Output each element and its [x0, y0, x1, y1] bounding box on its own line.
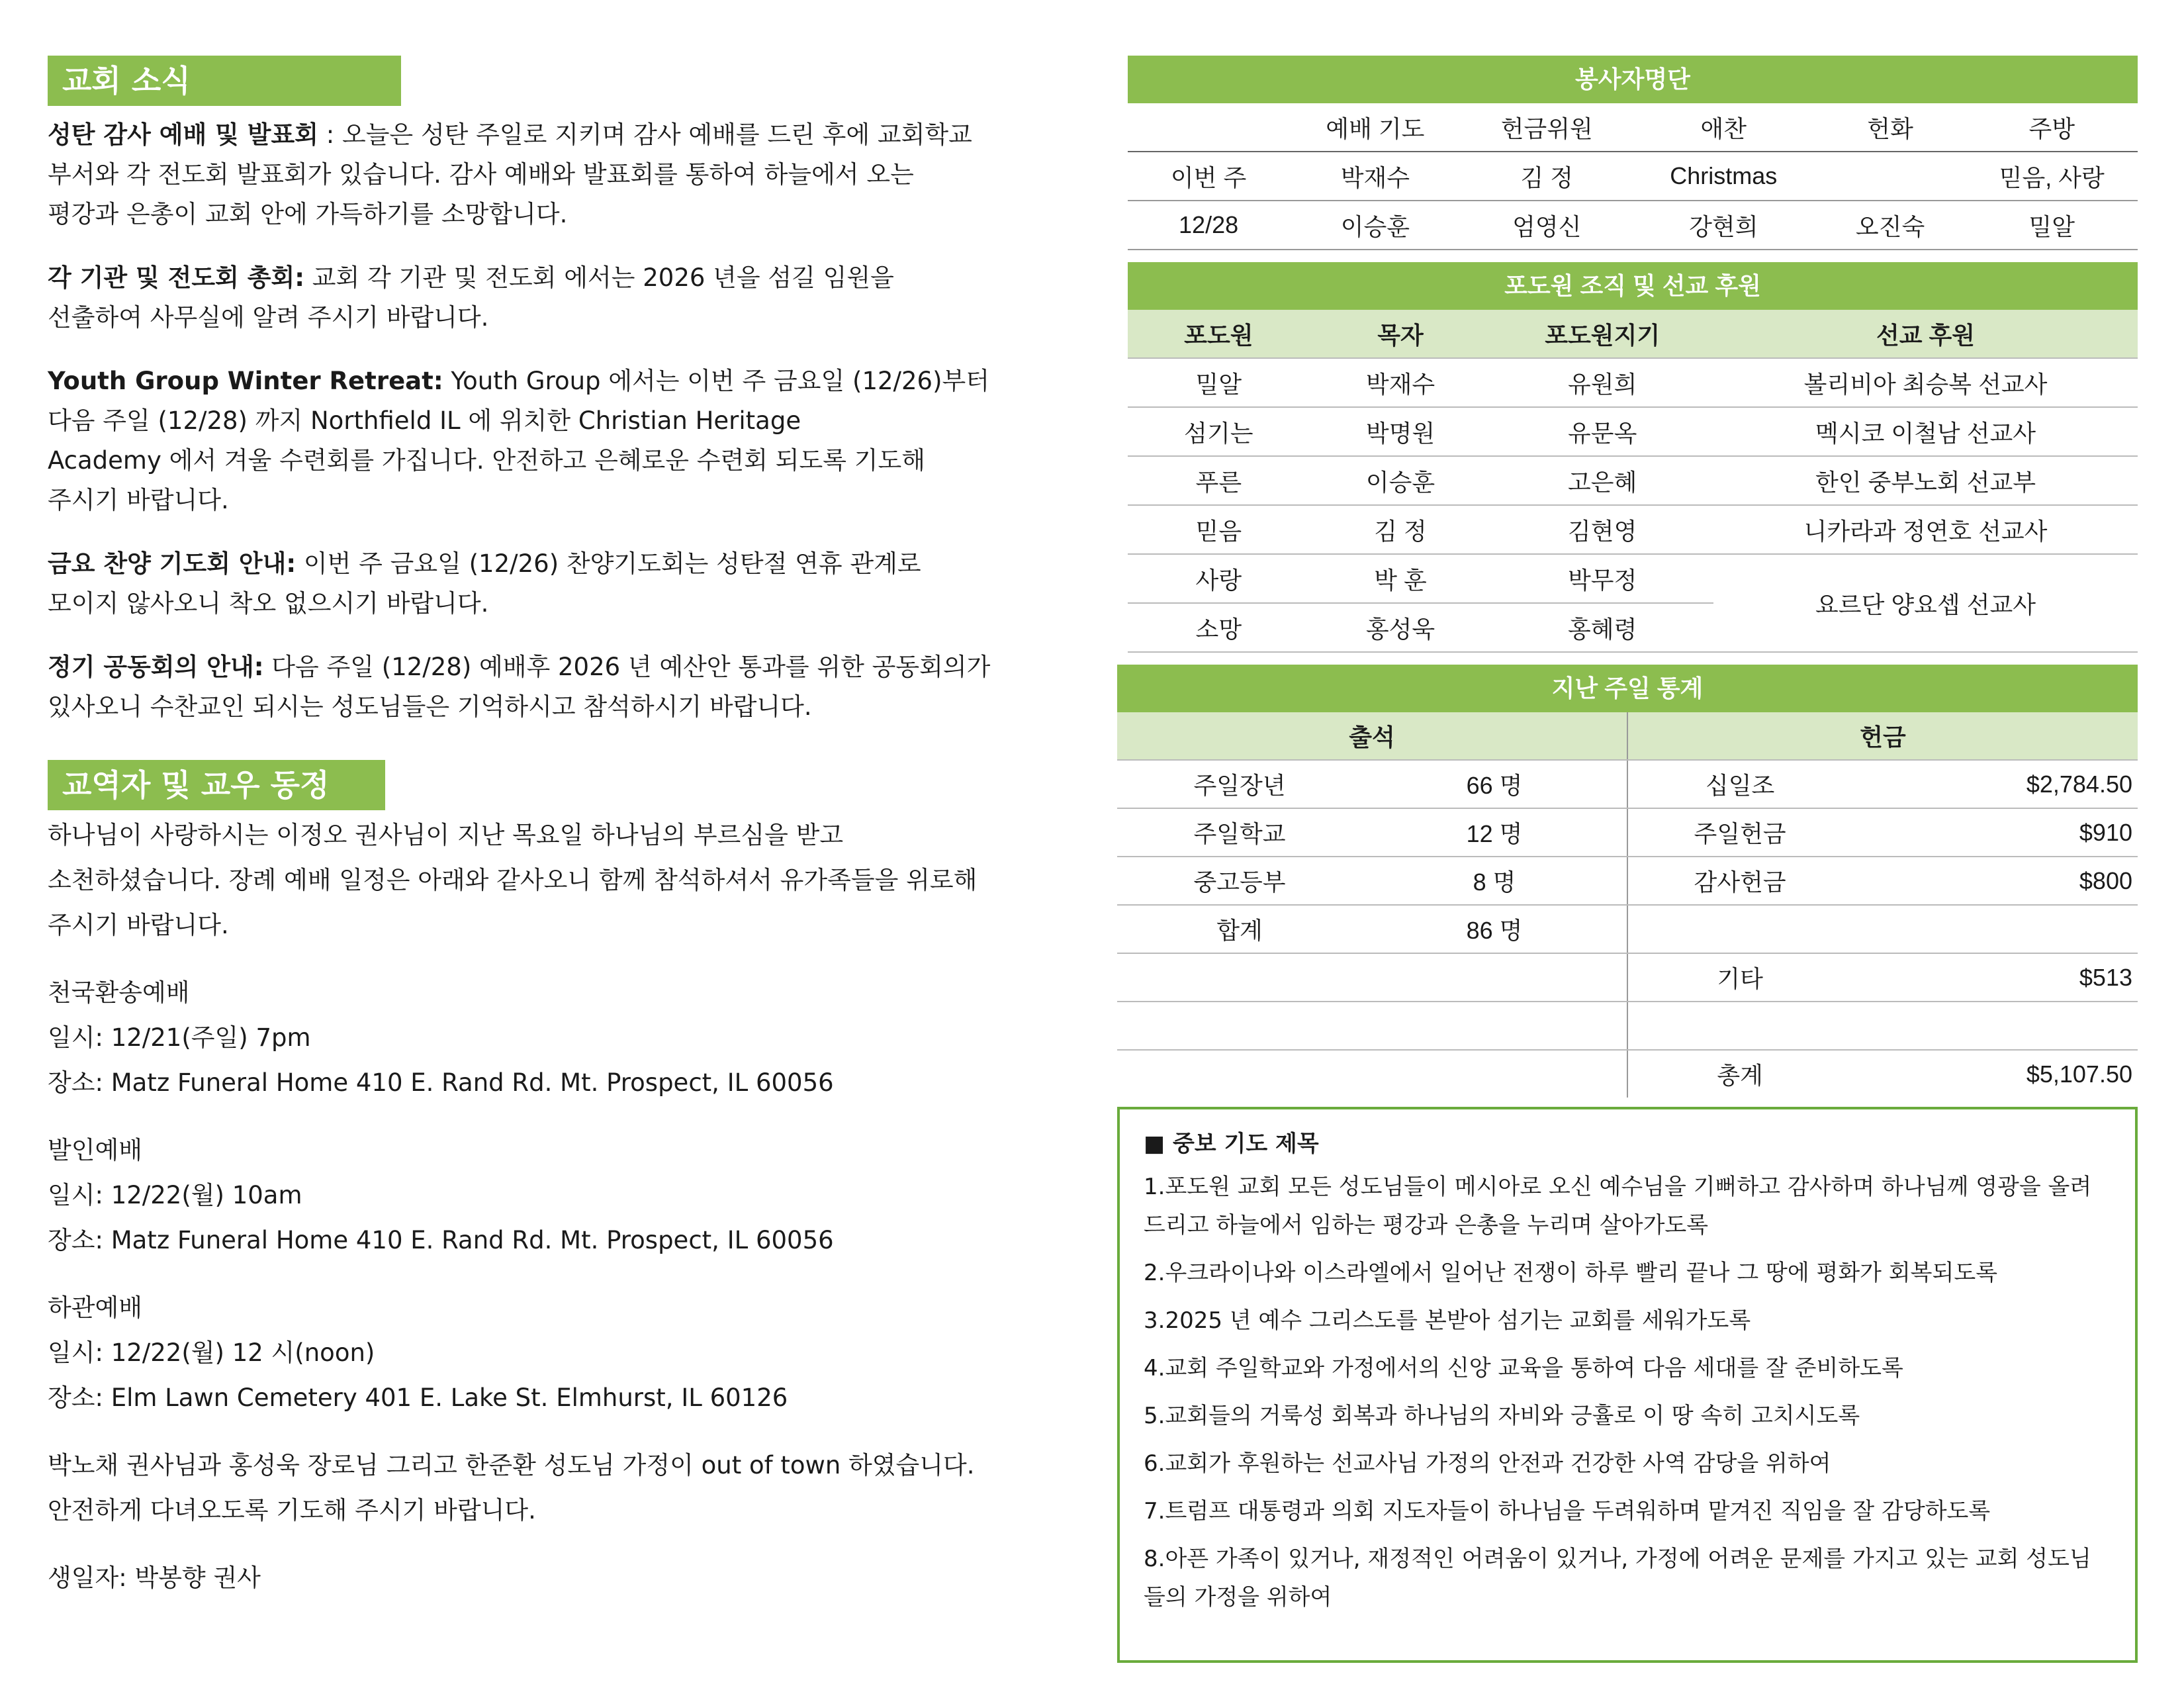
news-item-line: 있사오니 수찬교인 되시는 성도님들은 기억하시고 참석하시기 바랍니다. [48, 692, 812, 721]
travel-line: 박노채 권사님과 홍성욱 장로님 그리고 한준환 성도님 가정이 out of town 하였습니다. [48, 1451, 975, 1479]
staff-intro-line: 소천하셨습니다. 장례 예배 일정은 아래와 같사오니 함께 참석하셔서 유가족들을 위로해 [48, 866, 978, 894]
table-cell: 고은혜 [1491, 456, 1713, 505]
vineyard-header-row [1128, 310, 2138, 358]
news-item-line: 다음 주일 (12/28) 예배후 2026 년 예산안 통과를 위한 공동회의가 [271, 653, 991, 681]
service-place: 장소: Matz Funeral Home 410 E. Rand Rd. Mt. Prospect, IL 60056 [48, 1226, 834, 1254]
birthday-line: 생일자: 박봉향 권사 [48, 1564, 261, 1592]
table-cell [1852, 905, 2138, 953]
stats-header-row [1117, 712, 2138, 760]
news-item-line: 다음 주일 (12/28) 까지 Northfield IL 에 위치한 Christian Heritage [48, 406, 801, 435]
table-cell: $910 [1852, 808, 2138, 857]
table-cell: 멕시코 이철남 선교사 [1713, 407, 2138, 456]
table-cell: 박재수 [1289, 152, 1461, 201]
column-header: 목자 [1310, 310, 1492, 358]
news-item-1 [48, 115, 1054, 234]
table-cell: 믿음 [1128, 505, 1310, 554]
table-cell [1362, 953, 1627, 1002]
travel-line: 안전하게 다녀오도록 기도해 주시기 바랍니다. [48, 1496, 536, 1524]
news-item-line: 주시기 바랍니다. [48, 486, 229, 514]
service-time: 일시: 12/22(월) 10am [48, 1181, 302, 1209]
table-cell: Christmas [1633, 152, 1815, 201]
service-name: 하관예배 [48, 1293, 142, 1322]
volunteers-table [1128, 56, 2138, 250]
column-header: 포도원 [1128, 310, 1310, 358]
table-cell: 소망 [1128, 603, 1310, 652]
table-cell: 섬기는 [1128, 407, 1310, 456]
table-row [1128, 152, 2138, 201]
table-cell: 엄영신 [1461, 201, 1633, 250]
news-item-sep [264, 653, 272, 681]
news-item-line: 부서와 각 전도회 발표회가 있습니다. 감사 예배와 발표회를 통하여 하늘에서 오는 [48, 160, 914, 189]
news-item-sep [296, 549, 304, 578]
news-item-line: 오늘은 성탄 주일로 지키며 감사 예배를 드린 후에 교회학교 [341, 120, 972, 149]
table-cell: 박재수 [1310, 358, 1492, 407]
table-row [1128, 456, 2138, 505]
prayer-title: ■ 중보 기도 제목 [1144, 1131, 1319, 1157]
column-header: 주방 [1966, 103, 2138, 152]
table-cell [1117, 953, 1362, 1002]
table-cell: 주일장년 [1117, 760, 1362, 808]
table-cell: 김 정 [1310, 505, 1492, 554]
table-row [1117, 857, 2138, 905]
table-cell: 밀알 [1128, 358, 1310, 407]
table-cell [1627, 905, 1852, 953]
news-item-2 [48, 258, 1054, 338]
news-item-4 [48, 544, 1054, 624]
prayer-item: 6.교회가 후원하는 선교사님 가정의 안전과 건강한 사역 감당을 위하여 [1144, 1450, 1831, 1477]
news-item-5 [48, 647, 1054, 727]
table-cell: 중고등부 [1117, 857, 1362, 905]
news-item-title: 금요 찬양 기도회 안내: [48, 549, 296, 578]
table-cell: $2,784.50 [1852, 760, 2138, 808]
table-row [1128, 201, 2138, 250]
volunteers-title: 봉사자명단 [1128, 56, 2138, 103]
table-cell-merged: 요르단 양요셉 선교사 [1713, 554, 2138, 652]
attendance-header: 출석 [1117, 712, 1627, 760]
table-cell: $800 [1852, 857, 2138, 905]
news-item-line: Academy 에서 겨울 수련회를 가집니다. 안전하고 은혜로운 수련회 되도록 기도해 [48, 446, 925, 475]
table-row [1128, 554, 2138, 603]
prayer-item: 4.교회 주일학교와 가정에서의 신앙 교육을 통하여 다음 세대를 잘 준비하도록 [1144, 1355, 1903, 1382]
table-row [1128, 407, 2138, 456]
table-cell: 86 명 [1362, 905, 1627, 953]
table-row [1117, 1050, 2138, 1098]
news-item-title: 성탄 감사 예배 및 발표회 [48, 120, 318, 149]
news-item-sep [443, 367, 451, 395]
table-row [1128, 505, 2138, 554]
news-item-title: 정기 공동회의 안내: [48, 653, 264, 681]
table-cell: 십일조 [1627, 760, 1852, 808]
prayer-item: 8.아픈 가족이 있거나, 재정적인 어려움이 있거나, 가정에 어려운 문제를 가지고 있는 교회 성도님들의 가정을 위하여 [1144, 1546, 2091, 1611]
table-cell: 한인 중부노회 선교부 [1713, 456, 2138, 505]
prayer-item: 3.2025 년 예수 그리스도를 본받아 섬기는 교회를 세워가도록 [1144, 1307, 1751, 1334]
left-column [48, 56, 1054, 1598]
table-cell: 이번 주 [1128, 152, 1289, 201]
table-cell: 유원희 [1491, 358, 1713, 407]
table-cell: 12/28 [1128, 201, 1289, 250]
news-item-line: 선출하여 사무실에 알려 주시기 바랍니다. [48, 303, 489, 332]
column-header: 선교 후원 [1713, 310, 2138, 358]
table-cell [1117, 1050, 1362, 1098]
table-cell: 12 명 [1362, 808, 1627, 857]
news-item-title: 각 기관 및 전도회 총회: [48, 263, 304, 292]
staff-heading: 교역자 및 교우 동정 [48, 760, 385, 810]
prayer-box [1117, 1107, 2138, 1663]
vineyard-table [1128, 262, 2138, 653]
right-column [1128, 56, 2138, 1663]
table-cell: 합계 [1117, 905, 1362, 953]
table-cell [1815, 152, 1966, 201]
prayer-item: 5.교회들의 거룩성 회복과 하나님의 자비와 긍휼로 이 땅 속히 고치시도록 [1144, 1403, 1860, 1429]
news-item-3 [48, 361, 1054, 520]
volunteers-header-row [1128, 103, 2138, 152]
table-row [1117, 905, 2138, 953]
table-cell [1117, 1002, 1362, 1050]
service-time: 일시: 12/21(주일) 7pm [48, 1023, 311, 1052]
prayer-item: 7.트럼프 대통령과 의회 지도자들이 하나님을 두려워하며 맡겨진 직임을 잘 감당하도록 [1144, 1498, 1991, 1524]
table-cell [1362, 1050, 1627, 1098]
service-name: 천국환송예배 [48, 978, 190, 1007]
table-cell: 오진숙 [1815, 201, 1966, 250]
news-heading: 교회 소식 [48, 56, 401, 106]
table-row [1117, 760, 2138, 808]
table-cell: 주일헌금 [1627, 808, 1852, 857]
news-item-line: 평강과 은총이 교회 안에 가득하기를 소망합니다. [48, 200, 568, 228]
table-cell: 기타 [1627, 953, 1852, 1002]
table-cell: 이승훈 [1289, 201, 1461, 250]
table-cell [1852, 1002, 2138, 1050]
vineyard-title: 포도원 조직 및 선교 후원 [1128, 262, 2138, 310]
table-cell: 믿음, 사랑 [1966, 152, 2138, 201]
column-header: 헌화 [1815, 103, 1966, 152]
service-place: 장소: Elm Lawn Cemetery 401 E. Lake St. Elmhurst, IL 60126 [48, 1383, 788, 1412]
news-item-line: Youth Group 에서는 이번 주 금요일 (12/26)부터 [451, 367, 989, 395]
table-cell: 홍성욱 [1310, 603, 1492, 652]
table-cell: 8 명 [1362, 857, 1627, 905]
service-time: 일시: 12/22(월) 12 시(noon) [48, 1338, 375, 1367]
service-place: 장소: Matz Funeral Home 410 E. Rand Rd. Mt. Prospect, IL 60056 [48, 1068, 834, 1097]
table-cell: 니카라과 정연호 선교사 [1713, 505, 2138, 554]
table-cell: 밀알 [1966, 201, 2138, 250]
news-item-sep [304, 263, 312, 292]
news-item-sep: : [318, 120, 342, 149]
table-cell [1627, 1002, 1852, 1050]
table-row [1117, 808, 2138, 857]
table-cell: 홍혜령 [1491, 603, 1713, 652]
staff-intro-line: 주시기 바랍니다. [48, 911, 229, 939]
table-cell: 총계 [1627, 1050, 1852, 1098]
table-cell [1362, 1002, 1627, 1050]
table-row [1117, 953, 2138, 1002]
table-cell: 주일학교 [1117, 808, 1362, 857]
prayer-item: 2.우크라이나와 이스라엘에서 일어난 전쟁이 하루 빨리 끝나 그 땅에 평화가 회복되도록 [1144, 1260, 1998, 1286]
stats-table [1117, 665, 2138, 1098]
table-cell: 강현희 [1633, 201, 1815, 250]
table-row [1128, 358, 2138, 407]
table-cell: $5,107.50 [2026, 1060, 2132, 1088]
table-row [1117, 1002, 2138, 1050]
column-header: 헌금위원 [1461, 103, 1633, 152]
table-cell: 박명원 [1310, 407, 1492, 456]
table-cell: 김현영 [1491, 505, 1713, 554]
table-cell: 볼리비아 최승복 선교사 [1713, 358, 2138, 407]
table-cell: 김 정 [1461, 152, 1633, 201]
table-cell: 감사헌금 [1627, 857, 1852, 905]
staff-intro-line: 하나님이 사랑하시는 이정오 권사님이 지난 목요일 하나님의 부르심을 받고 [48, 821, 844, 849]
table-cell: 푸른 [1128, 456, 1310, 505]
column-header: 예배 기도 [1289, 103, 1461, 152]
table-cell: 유문옥 [1491, 407, 1713, 456]
table-cell: 박 훈 [1310, 554, 1492, 603]
table-cell: 이승훈 [1310, 456, 1492, 505]
table-cell: 사랑 [1128, 554, 1310, 603]
table-cell: 66 명 [1362, 760, 1627, 808]
news-item-line: 모이지 않사오니 착오 없으시기 바랍니다. [48, 589, 489, 618]
table-cell: $513 [1852, 953, 2138, 1002]
news-item-line: 교회 각 기관 및 전도회 에서는 2026 년을 섬길 임원을 [312, 263, 894, 292]
news-item-line: 이번 주 금요일 (12/26) 찬양기도회는 성탄절 연휴 관계로 [303, 549, 921, 578]
offering-header: 헌금 [1627, 712, 2138, 760]
prayer-item: 1.포도원 교회 모든 성도님들이 메시아로 오신 예수님을 기뻐하고 감사하며 하나님께 영광을 올려드리고 하늘에서 임하는 평강과 은총을 누리며 살아가도록 [1144, 1174, 2092, 1239]
column-header: 포도원지기 [1491, 310, 1713, 358]
table-cell: 박무정 [1491, 554, 1713, 603]
news-item-title: Youth Group Winter Retreat: [48, 367, 443, 395]
column-header: 애찬 [1633, 103, 1815, 152]
column-header [1128, 103, 1289, 152]
service-name: 발인예배 [48, 1136, 142, 1164]
stats-title: 지난 주일 통계 [1117, 665, 2138, 712]
